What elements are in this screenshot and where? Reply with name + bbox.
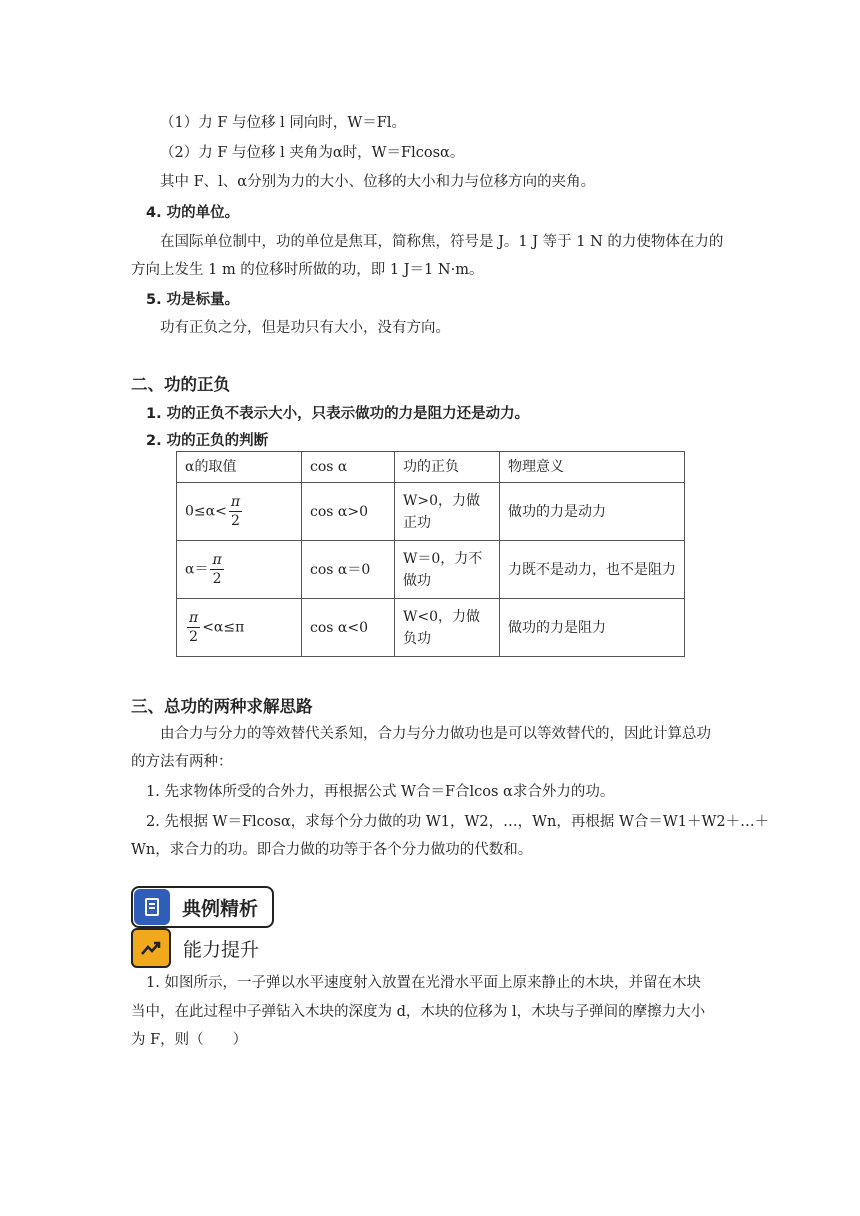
table-row <box>177 599 685 657</box>
method-2-line-1: 2. 先根据 W＝Flcosα，求每个分力做的功 W1，W2，…，Wn，再根据 W合＝W1＋W2＋…＋ <box>146 814 770 830</box>
alpha-range-cell <box>177 599 302 657</box>
table-header-cell: 物理意义 <box>500 452 685 483</box>
ability-badge <box>131 928 259 968</box>
cos-cell: cos α<0 <box>302 599 395 657</box>
fraction-numerator: π <box>189 610 199 626</box>
table-row <box>177 541 685 599</box>
method-2-line-2: Wn，求合力的功。即合力做的功等于各个分力做功的代数和。 <box>131 842 533 858</box>
range-text: <α≤π <box>202 619 245 636</box>
question-1-line-3: 为 F，则（ ） <box>131 1032 248 1048</box>
range-text: 0≤α< <box>185 503 227 520</box>
fraction-numerator: π <box>212 552 222 568</box>
sign-cell: W<0，力做负功 <box>395 599 500 657</box>
example-badge <box>131 886 274 928</box>
table-header-cell: cos α <box>302 452 395 483</box>
sign-cell: W＝0，力不做功 <box>395 541 500 599</box>
trend-up-icon <box>131 928 171 968</box>
section-2-point-2: 2. 功的正负的判断 <box>146 433 269 449</box>
sign-cell: W>0，力做正功 <box>395 483 500 541</box>
work-sign-table <box>176 451 685 657</box>
table-header-row <box>177 452 685 483</box>
unit-paragraph-line-1: 在国际单位制中，功的单位是焦耳，简称焦，符号是 J。1 J 等于 1 N 的力使物体在力的 <box>160 234 724 250</box>
document-icon <box>134 889 170 925</box>
range-text: α＝ <box>185 561 209 578</box>
scalar-heading: 5. 功是标量。 <box>146 292 240 308</box>
alpha-range-cell <box>177 483 302 541</box>
unit-heading: 4. 功的单位。 <box>146 205 240 221</box>
section-2-title: 二、功的正负 <box>131 375 230 394</box>
fraction-denominator: 2 <box>189 629 199 645</box>
pi-over-2-fraction <box>229 493 242 530</box>
cos-cell: cos α>0 <box>302 483 395 541</box>
alpha-range-cell <box>177 541 302 599</box>
section-3-title: 三、总功的两种求解思路 <box>131 697 313 716</box>
meaning-cell: 做功的力是动力 <box>500 483 685 541</box>
case-1-line: （1）力 F 与位移 l 同向时，W＝Fl。 <box>160 115 406 131</box>
question-1-line-1: 1. 如图所示，一子弹以水平速度射入放置在光滑水平面上原来静止的木块，并留在木块 <box>146 975 701 991</box>
case-2-line: （2）力 F 与位移 l 夹角为α时，W＝Flcosα。 <box>160 145 465 161</box>
scalar-body: 功有正负之分，但是功只有大小，没有方向。 <box>160 320 450 336</box>
meaning-cell: 力既不是动力，也不是阻力 <box>500 541 685 599</box>
table-header-cell: α的取值 <box>177 452 302 483</box>
fraction-denominator: 2 <box>212 571 222 587</box>
variables-explanation: 其中 F、l、α分别为力的大小、位移的大小和力与位移方向的夹角。 <box>160 174 596 190</box>
ability-badge-label: 能力提升 <box>183 938 260 961</box>
table-row <box>177 483 685 541</box>
section-3-intro-line-1: 由合力与分力的等效替代关系知，合力与分力做功也是可以等效替代的，因此计算总功 <box>160 726 711 742</box>
section-3-intro-line-2: 的方法有两种： <box>131 754 233 770</box>
fraction-denominator: 2 <box>230 513 240 529</box>
pi-over-2-fraction <box>187 609 200 646</box>
table-header-cell: 功的正负 <box>395 452 500 483</box>
example-badge-label: 典例精析 <box>182 897 259 920</box>
unit-paragraph-line-2: 方向上发生 1 m 的位移时所做的功，即 1 J＝1 N·m。 <box>131 262 484 278</box>
fraction-numerator: π <box>230 494 241 510</box>
section-2-point-1: 1. 功的正负不表示大小，只表示做功的力是阻力还是动力。 <box>146 406 530 422</box>
cos-cell: cos α＝0 <box>302 541 395 599</box>
question-1-line-2: 当中，在此过程中子弹钻入木块的深度为 d，木块的位移为 l，木块与子弹间的摩擦力大小 <box>131 1004 706 1020</box>
pi-over-2-fraction <box>210 551 223 588</box>
method-1: 1. 先求物体所受的合外力，再根据公式 W合＝F合lcos α求合外力的功。 <box>146 784 615 800</box>
meaning-cell: 做功的力是阻力 <box>500 599 685 657</box>
